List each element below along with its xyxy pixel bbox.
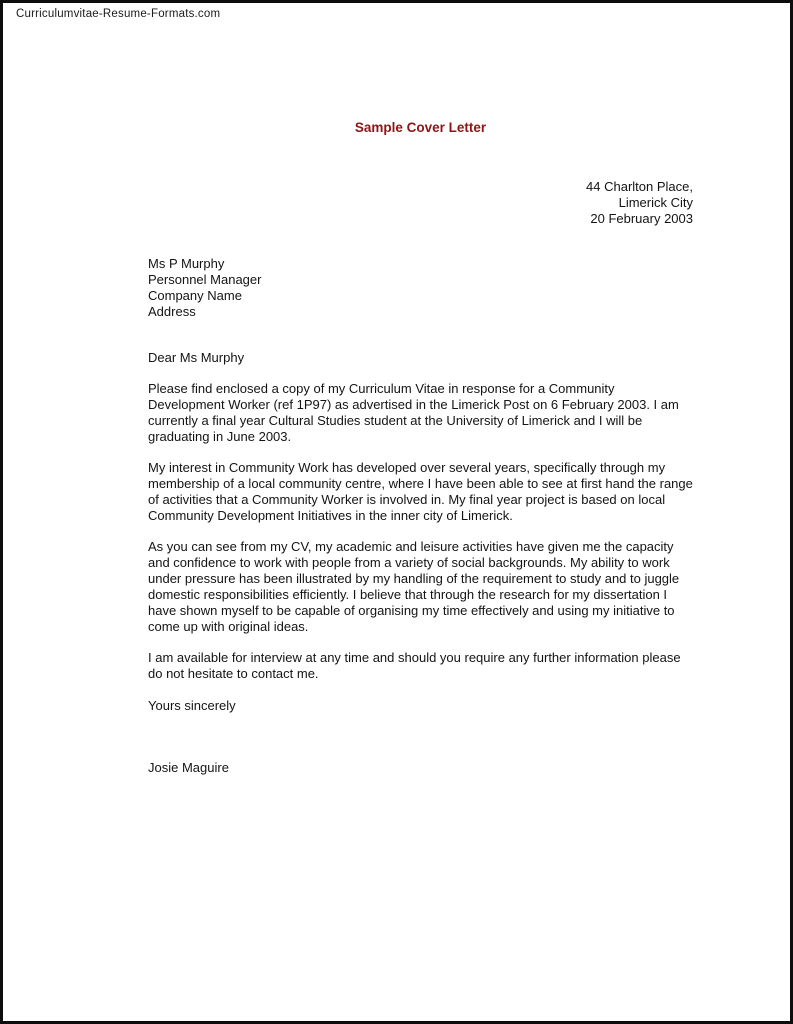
letter-date: 20 February 2003 (590, 211, 693, 226)
sender-address-line: 44 Charlton Place, (586, 179, 693, 194)
site-watermark-label: Curriculumvitae-Resume-Formats.com (16, 8, 221, 20)
recipient-address-line: Address (148, 304, 196, 319)
recipient-company: Company Name (148, 288, 242, 303)
recipient-title: Personnel Manager (148, 272, 262, 287)
recipient-address-block (148, 256, 693, 320)
body-paragraph: My interest in Community Work has developed over several years, specifically through my membership of a local community centre, where I have been able to see at first hand the range of activities that a Community Worker is involved in. My final year project is based on local Community Development Initiatives in the inner city of Limerick. (148, 460, 693, 523)
salutation: Dear Ms Murphy (148, 350, 245, 365)
signature-name: Josie Maguire (148, 760, 229, 775)
body-paragraph: Please find enclosed a copy of my Curriculum Vitae in response for a Community Development Worker (ref 1P97) as advertised in the Limerick Post on 6 February 2003. I am currently a final year Cultural Studies student at the University of Limerick and I will be graduating in June 2003. (148, 381, 679, 444)
sender-address-line: Limerick City (618, 195, 693, 210)
sender-address-block (148, 179, 693, 227)
body-paragraph: I am available for interview at any time and should you require any further information please do not hesitate to contact me. (148, 650, 681, 681)
letter-title: Sample Cover Letter (354, 120, 487, 135)
letter-body (3, 3, 790, 776)
recipient-name: Ms P Murphy (148, 256, 225, 271)
body-paragraph: As you can see from my CV, my academic and leisure activities have given me the capacity and confidence to work with people from a variety of social backgrounds. My ability to work under pressure has been illustrated by my handling of the requirement to study and to juggle domestic responsibilities efficiently. I believe that through the research for my dissertation I have shown myself to be capable of organising my time effectively and using my initiative to come up with original ideas. (148, 539, 680, 634)
closing-line: Yours sincerely (148, 698, 236, 713)
